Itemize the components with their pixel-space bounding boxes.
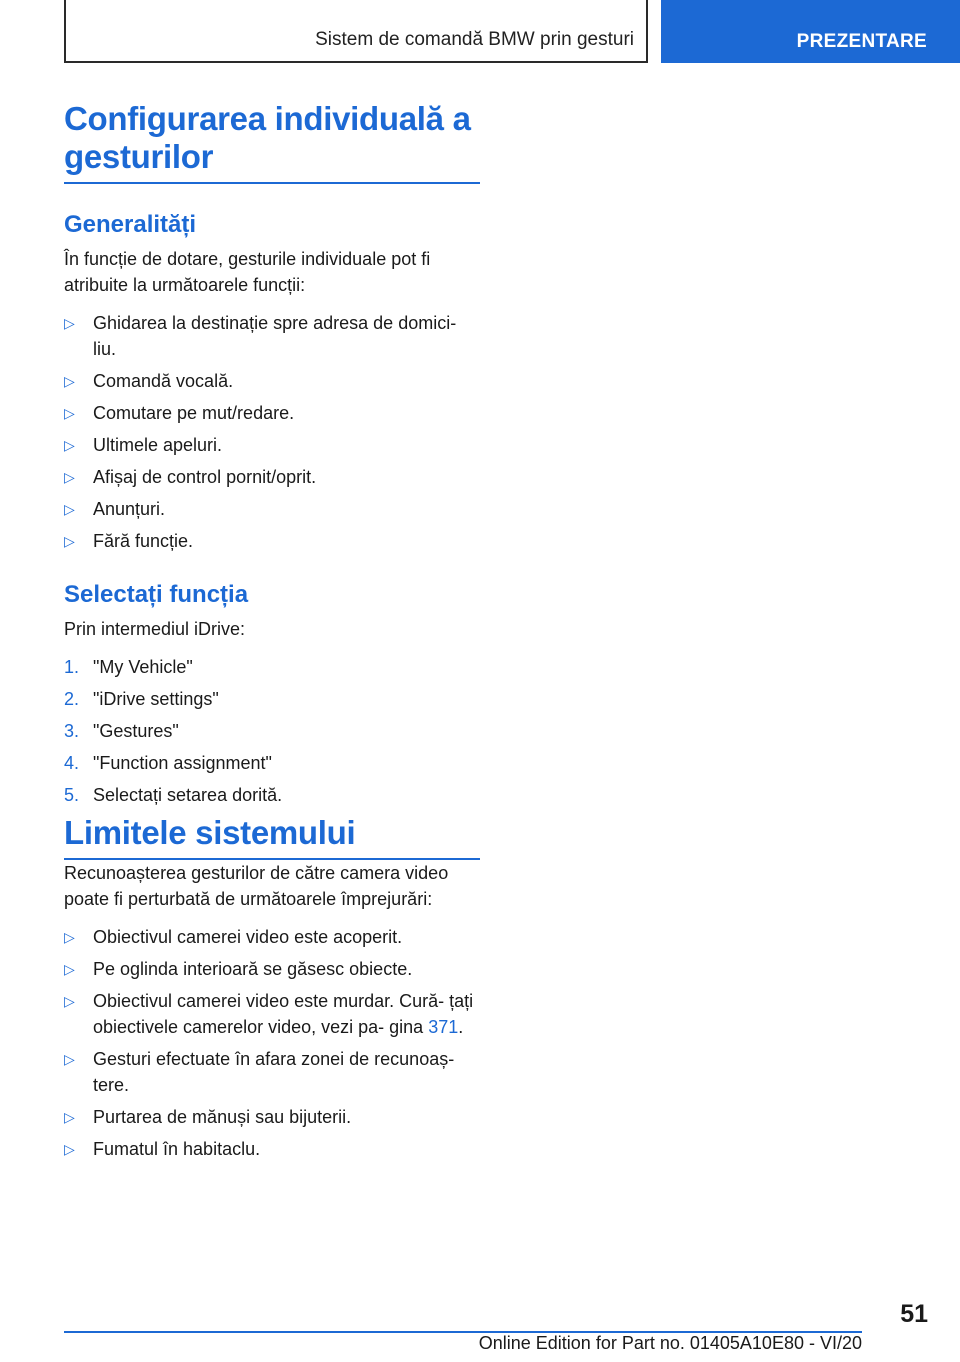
triangle-bullet-icon: ▷: [64, 961, 75, 977]
list-item-text: Fumatul în habitaclu.: [93, 1139, 261, 1159]
step-item: [64, 782, 480, 808]
limits-list: [64, 924, 480, 1162]
triangle-bullet-icon: ▷: [64, 1141, 75, 1157]
step-number: 2.: [64, 689, 80, 709]
general-heading: Generalități: [64, 211, 197, 238]
triangle-bullet-icon: ▷: [64, 437, 75, 453]
list-item-text: Fără funcție.: [93, 531, 194, 551]
list-item-text: Ultimele apeluri.: [93, 435, 223, 455]
triangle-bullet-icon: ▷: [64, 469, 75, 485]
step-number: 4.: [64, 753, 80, 773]
list-item: [64, 310, 480, 362]
header-section-label: PREZENTARE: [796, 31, 927, 52]
triangle-bullet-icon: ▷: [64, 1109, 75, 1125]
step-item: [64, 686, 480, 712]
list-item: [64, 956, 480, 982]
triangle-bullet-icon: ▷: [64, 993, 75, 1009]
list-item: [64, 400, 480, 426]
triangle-bullet-icon: ▷: [64, 405, 75, 421]
content-column: [64, 100, 480, 1168]
list-item-text: Obiectivul camerei video este murdar. Cură‐ țați obiectivele camerelor video, vezi pa‐ gina: [93, 991, 474, 1037]
list-item-text: Comandă vocală.: [93, 371, 234, 391]
list-item: [64, 496, 480, 522]
step-number: 1.: [64, 657, 80, 677]
page-number: 51: [900, 1300, 928, 1328]
triangle-bullet-icon: ▷: [64, 533, 75, 549]
limits-title: Limitele sistemului: [64, 814, 480, 860]
list-item: [64, 1136, 480, 1162]
triangle-bullet-icon: ▷: [64, 929, 75, 945]
step-text: Selectați setarea dorită.: [93, 785, 283, 805]
list-item: [64, 1046, 480, 1098]
step-text: "iDrive settings": [93, 689, 219, 709]
list-item-end: .: [458, 1017, 464, 1037]
step-item: [64, 718, 480, 744]
list-item: [64, 924, 480, 950]
list-item-text: Comutare pe mut/redare.: [93, 403, 295, 423]
list-item-text: Anunțuri.: [93, 499, 166, 519]
triangle-bullet-icon: ▷: [64, 373, 75, 389]
list-item-text: Obiectivul camerei video este acoperit.: [93, 927, 403, 947]
select-heading: Selectați funcția: [64, 581, 249, 608]
list-item: [64, 1104, 480, 1130]
config-title: Configurarea individuală a gesturilor: [64, 100, 480, 184]
page-reference-link[interactable]: 371: [428, 1017, 459, 1037]
header-chapter: [64, 0, 648, 63]
step-item: [64, 750, 480, 776]
list-item-text: Ghidarea la destinație spre adresa de domici‐ liu.: [93, 313, 457, 359]
footer-edition: Online Edition for Part no. 01405A10E80 - VI/20: [478, 1333, 862, 1353]
list-item-text: Gesturi efectuate în afara zonei de recunoaș‐ tere.: [93, 1049, 455, 1095]
step-text: "My Vehicle": [93, 657, 193, 677]
triangle-bullet-icon: ▷: [64, 315, 75, 331]
limits-intro: Recunoașterea gesturilor de către camera video poate fi perturbată de următoarele împrejurări:: [64, 863, 449, 909]
list-item: [64, 528, 480, 554]
step-item: [64, 654, 480, 680]
step-number: 5.: [64, 785, 80, 805]
list-item-text: Afișaj de control pornit/oprit.: [93, 467, 317, 487]
general-intro: În funcție de dotare, gesturile individuale pot fi atribuite la următoarele funcții:: [64, 249, 431, 295]
list-item-text: Purtarea de mănuși sau bijuterii.: [93, 1107, 352, 1127]
list-item-text: Pe oglinda interioară se găsesc obiecte.: [93, 959, 413, 979]
list-item: [64, 432, 480, 458]
triangle-bullet-icon: ▷: [64, 501, 75, 517]
header-section-tab[interactable]: [661, 0, 960, 63]
header-chapter-label: Sistem de comandă BMW prin gesturi: [315, 29, 634, 50]
select-steps: [64, 654, 480, 808]
list-item: [64, 464, 480, 490]
triangle-bullet-icon: ▷: [64, 1051, 75, 1067]
list-item: [64, 368, 480, 394]
step-text: "Function assignment": [93, 753, 272, 773]
select-intro: Prin intermediul iDrive:: [64, 619, 246, 639]
step-text: "Gestures": [93, 721, 179, 741]
list-item: [64, 988, 480, 1040]
general-list: [64, 310, 480, 554]
step-number: 3.: [64, 721, 80, 741]
